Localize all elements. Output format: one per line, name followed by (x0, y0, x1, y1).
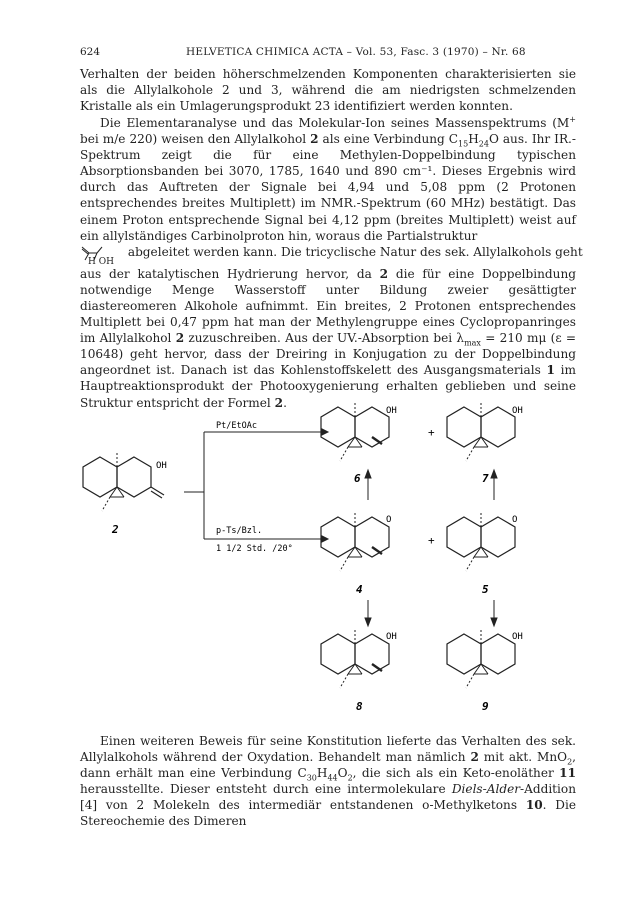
structure-9 (447, 628, 523, 713)
reagent-top: Pt/EtOAc (216, 421, 257, 431)
compound-label-5: 5 (482, 583, 489, 596)
svg-text:O: O (386, 515, 392, 525)
structure-5 (447, 511, 517, 596)
svg-text:OH: OH (386, 406, 397, 416)
svg-text:+: + (428, 534, 435, 547)
paragraph-2-continued: aus der katalytischen Hydrierung hervor, da 2 die für eine Doppelbindung notwendige Menge Wasserstoff unter Bildung zweier gesättigter diastereomeren Alkohole aufnimmt. Ein breites, 2 Protonen entsprechendes Multiplett bei 0,47 ppm hat man der Methylengruppe eines Cyclopropanringes im Allylalkohol 2 zuzuschreiben. Aus der UV.-Absorption bei $\lambda_{max} = 210$ mμ (ε = 10648) geht hervor, dass der Dreiring in Konjugation zu der Doppelbindung angeordnet ist. Danach ist das Kohlenstoffskelett des Ausgangsmaterials 1 im Hauptreaktionsprodukt der Photooxygenierung erhalten geblieben und seine Struktur entspricht der Formel 2. (80, 266, 576, 410)
compound-label-7: 7 (482, 472, 489, 485)
svg-text:OH: OH (386, 632, 397, 642)
reagent-bottom-1: p-Ts/Bzl. (216, 526, 263, 536)
structure-7 (447, 401, 523, 485)
structure-6 (321, 401, 397, 485)
paragraph-2-text: Die Elementaranalyse und das Molekular-Ion seines Massenspektrums (M+ bei m/e 220) weisen den Allylalkohol 2 als eine Verbindung $C_{15}H_{24}O$ aus. Ihr IR.-Spektrum zeigt die für eine Methylen-Doppelbindung typischen Absorptionsbanden bei 3070, 1785, 1640 und 890 cm⁻¹. Dieses Ergebnis wird durch das Auftreten der Signale bei 4,94 und 5,08 ppm (2 Protonen entsprechendes breites Multiplett) im NMR.-Spektrum (60 MHz) bestätigt. Das einem Proton entsprechende Signal bei 4,12 ppm (breites Multiplett) weist auf ein allylständiges Carbinolproton hin, woraus die Partialstruktur (80, 114, 576, 243)
compound-label-6: 6 (354, 472, 361, 485)
reagent-bottom-2: 1 1/2 Std. /20° (216, 544, 293, 554)
paragraph-2 (80, 114, 583, 411)
running-title: HELVETICA CHIMICA ACTA – Vol. 53, Fasc. 3 (1970) – Nr. 68 (186, 46, 526, 58)
page-header (80, 46, 576, 60)
up-arrows (365, 470, 497, 500)
down-arrows (365, 600, 497, 626)
compound-label-8: 8 (356, 700, 363, 713)
structure-8 (321, 628, 397, 713)
compound-label-9: 9 (482, 700, 489, 713)
svg-text:OH: OH (512, 406, 523, 416)
paragraph-3 (80, 733, 576, 830)
partial-structure-label: H OH (88, 256, 114, 267)
reaction-scheme (80, 392, 580, 722)
plus-sign: + (428, 426, 435, 439)
oh-label: OH (156, 461, 167, 471)
structure-2 (83, 451, 167, 536)
paragraph-3-text: Einen weiteren Beweis für seine Konstitution lieferte das Verhalten des sek. Allylalkohols während der Oxydation. Behandelt man nämlich 2 mit akt. MnO$_2$, dann erhält man eine Verbindung $C_{30}H_{44}O_2$, die sich als ein Keto-enoläther 11 herausstellte. Dieser entsteht durch eine intermolekulare Diels-Alder-Addition [4] von 2 Molekeln des intermediär entstandenen o-Methylketons 10. Die Stereochemie des Dimeren (80, 734, 577, 829)
compound-label-4: 4 (356, 583, 363, 596)
svg-text:O: O (512, 515, 518, 525)
paragraph-1-text: Verhalten der beiden höherschmelzenden Komponenten charakterisierten sie als die Allylalkohole 2 und 3, während die am niedrigsten schmelzenden Kristalle als ein Umlagerungsprodukt 23 identifiziert werden konnten. (80, 67, 576, 114)
svg-text:OH: OH (512, 632, 523, 642)
structure-4 (321, 511, 391, 596)
compound-label-2: 2 (112, 523, 119, 536)
page-number: 624 (80, 46, 101, 58)
paragraph-1 (80, 66, 576, 114)
partial-structure-line: abgeleitet werden kann. Die tricyclische Natur des sek. Allylalkohols geht (80, 244, 576, 262)
